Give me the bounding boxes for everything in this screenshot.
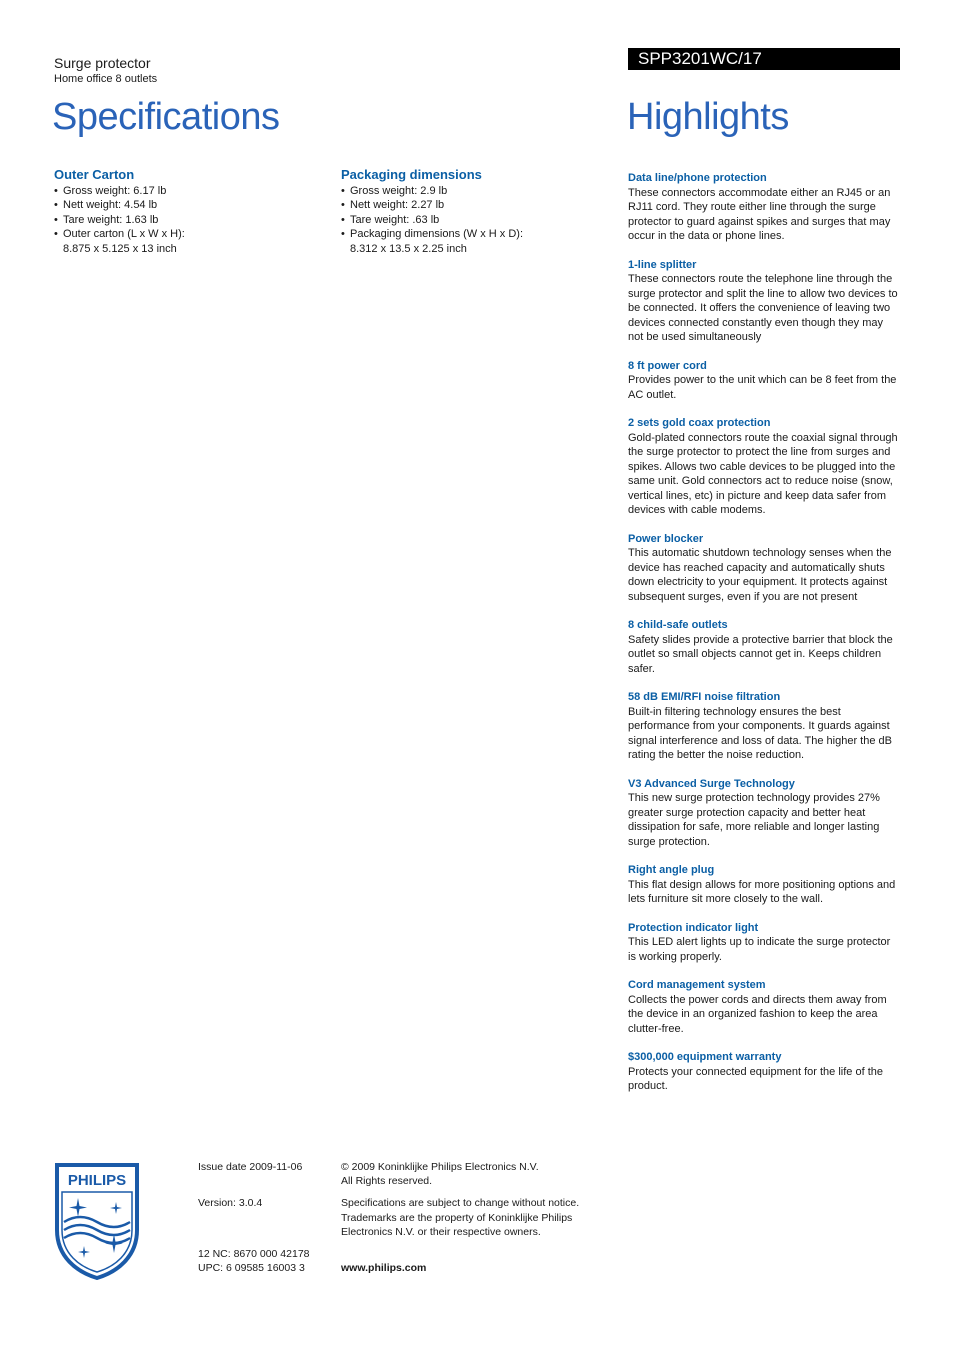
highlight-text: This new surge protection technology provides 27% greater surge protection capacity and better heat dissipation for safe, more reliable and longer lasting surge protection.	[628, 792, 880, 848]
website-link[interactable]: www.philips.com	[341, 1262, 427, 1274]
highlight-item	[628, 618, 900, 676]
philips-logo-text: PHILIPS	[67, 1172, 127, 1189]
highlight-text: Built-in filtering technology ensures the best performance from your components. It guards against signal interference and loss of data. The higher the dB rating the better the noise reduction.	[628, 705, 892, 761]
highlight-item	[628, 416, 900, 518]
highlight-item	[628, 921, 900, 965]
nc-number: 12 NC: 8670 000 42178	[198, 1248, 310, 1260]
highlight-item	[628, 171, 900, 244]
highlight-item	[628, 258, 900, 345]
list-item: • Tare weight: 1.63 lb	[54, 213, 284, 228]
list-item: • Nett weight: 2.27 lb	[341, 198, 571, 213]
issue-date: Issue date 2009-11-06	[198, 1161, 303, 1173]
outer-carton-heading: Outer Carton	[54, 167, 135, 182]
highlight-text: This LED alert lights up to indicate the surge protector is working properly.	[628, 936, 891, 963]
list-item: • Outer carton (L x W x H): 8.875 x 5.125 x 13 inch	[54, 227, 213, 256]
packaging-list	[341, 184, 571, 257]
highlight-heading: V3 Advanced Surge Technology	[628, 777, 795, 790]
specifications-title: Specifications	[52, 96, 280, 138]
highlight-text: Safety slides provide a protective barrier that block the outlet so small objects cannot get in. Keeps children safer.	[628, 633, 893, 675]
highlight-heading: 2 sets gold coax protection	[628, 417, 771, 429]
highlight-heading: $300,000 equipment warranty	[628, 1051, 782, 1063]
highlight-heading: 8 ft power cord	[628, 359, 707, 372]
packaging-heading: Packaging dimensions	[341, 167, 482, 182]
highlight-heading: Protection indicator light	[628, 921, 759, 934]
highlight-item	[628, 863, 900, 907]
highlight-text: These connectors route the telephone line through the surge protector and split the line to allow two devices to be connected. It offers the convenience of leaving two devices connected constantly even though they may not be used simultaneously	[628, 273, 898, 343]
highlight-heading: Right angle plug	[628, 864, 715, 876]
highlight-text: Collects the power cords and directs them away from the device in an organized fashion to keep the area clutter-free.	[628, 993, 887, 1035]
list-item: • Gross weight: 6.17 lb	[54, 184, 284, 199]
list-item: • Nett weight: 4.54 lb	[54, 198, 284, 213]
highlight-heading: Power blocker	[628, 532, 704, 545]
product-subtitle: Home office 8 outlets	[54, 73, 158, 85]
outer-carton-section	[54, 168, 284, 256]
highlight-text: Protects your connected equipment for the life of the product.	[628, 1065, 883, 1092]
philips-logo	[54, 1162, 140, 1280]
highlight-item	[628, 532, 900, 605]
highlight-item	[628, 777, 900, 850]
list-item: • Packaging dimensions (W x H x D): 8.312 x 13.5 x 2.25 inch	[341, 227, 550, 256]
highlight-item	[628, 1050, 900, 1094]
upc-number: UPC: 6 09585 16003 3	[198, 1262, 305, 1274]
disclaimer: Specifications are subject to change without notice. Trademarks are the property of Koninklijke Philips Electronics N.V. or their respective owners.	[341, 1197, 580, 1238]
highlights-list	[628, 171, 900, 1108]
product-type: Surge protector	[54, 55, 151, 71]
version: Version: 3.0.4	[198, 1197, 263, 1209]
highlight-heading: 58 dB EMI/RFI noise filtration	[628, 691, 781, 703]
highlights-title: Highlights	[627, 96, 789, 138]
copyright-line: © 2009 Koninklijke Philips Electronics N.V.	[341, 1161, 539, 1173]
outer-carton-list	[54, 184, 284, 257]
highlight-text: Provides power to the unit which can be 8 feet from the AC outlet.	[628, 374, 897, 401]
highlight-item	[628, 978, 900, 1036]
highlight-heading: 8 child-safe outlets	[628, 619, 728, 631]
highlight-item	[628, 359, 900, 403]
list-item: • Gross weight: 2.9 lb	[341, 184, 571, 199]
model-number-bar: SPP3201WC/17	[628, 48, 900, 70]
packaging-section	[341, 168, 571, 256]
rights-reserved: All Rights reserved.	[341, 1175, 433, 1187]
highlight-text: These connectors accommodate either an RJ45 or an RJ11 cord. They route either line through the surge protector to guard against spikes and surges that may occur in the data or phone lines.	[628, 186, 891, 242]
highlight-text: This automatic shutdown technology senses when the device has reached capacity and automatically shuts down electricity to your equipment. It protects against subsequent surges, even if you are not present	[628, 547, 892, 603]
highlight-heading: Data line/phone protection	[628, 172, 767, 184]
highlight-heading: Cord management system	[628, 979, 766, 991]
highlight-text: This flat design allows for more positioning options and lets furniture sit more closely to the wall.	[628, 878, 896, 905]
highlight-item	[628, 690, 900, 763]
highlight-heading: 1-line splitter	[628, 258, 697, 271]
list-item: • Tare weight: .63 lb	[341, 213, 571, 228]
highlight-text: Gold-plated connectors route the coaxial signal through the surge protector to protect the line from surges and spikes. Allows two cable devices to be plugged into the same unit. Gold connectors act to reduce noise (snow, vertical lines, etc) in picture and keep data safer from devices with cable modems.	[628, 431, 898, 516]
